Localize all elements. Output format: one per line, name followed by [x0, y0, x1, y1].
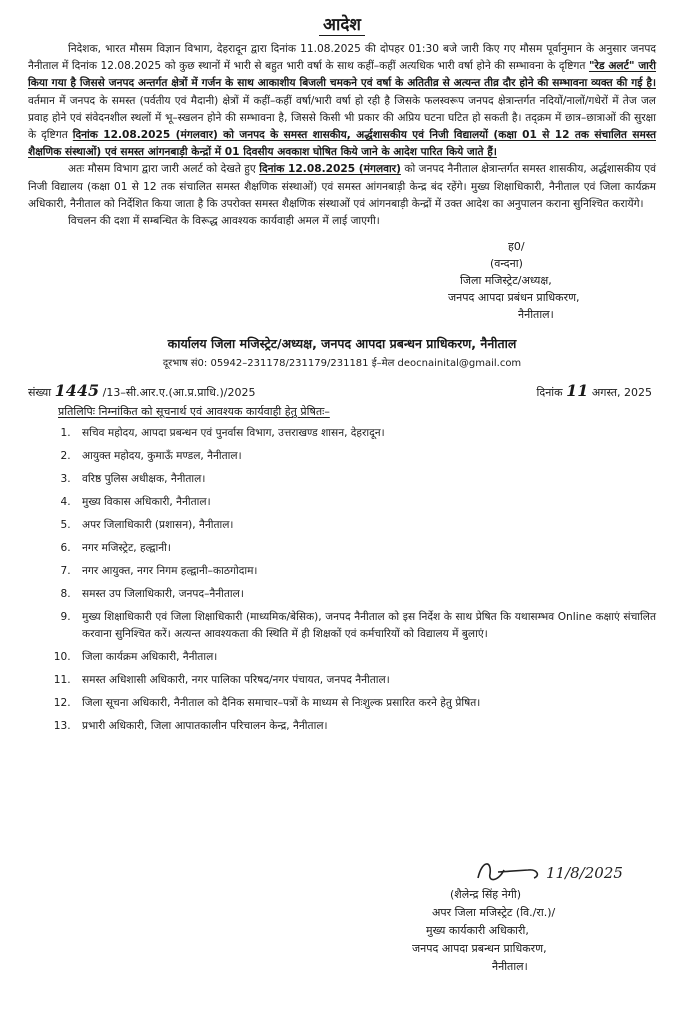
list-item: 3. वरिष्ठ पुलिस अधीक्षक, नैनीताल। — [74, 471, 656, 488]
list-item: 10. जिला कार्यक्रम अधिकारी, नैनीताल। — [74, 649, 656, 666]
handwritten-number: 1445 — [54, 381, 100, 401]
signatory-authority: जनपद आपदा प्रबन्धन प्राधिकरण, — [412, 942, 547, 955]
signatory-place: नैनीताल। — [492, 960, 528, 973]
closure-date-text: दिनांक 12.08.2025 (मंगलवार) — [259, 163, 401, 176]
reference-line — [28, 381, 656, 400]
handwritten-day: 11 — [566, 381, 589, 401]
office-contact: दूरभाष सं0: 05942–231178/231179/231181 ई–मेल deocnainital@gmail.com — [162, 358, 522, 370]
signature-date: 11/8/2025 — [546, 864, 623, 882]
order-paragraph-3: विचलन की दशा में सम्बन्धित के विरूद्ध आवश्यक कार्यवाही अमल में लाई जाएगी। — [68, 215, 380, 228]
list-item: 11. समस्त अधिशासी अधिकारी, नगर पालिका परिषद/नगर पंचायत, जनपद नैनीताल। — [74, 672, 656, 689]
list-item: 1. सचिव महोदय, आपदा प्रबन्धन एवं पुनर्वास विभाग, उत्तराखण्ड शासन, देहरादून। — [74, 425, 656, 442]
list-item: 5. अपर जिलाधिकारी (प्रशासन), नैनीताल। — [74, 517, 656, 534]
signatory-block-2 — [412, 886, 555, 976]
signatory-designation: जिला मजिस्ट्रेट/अध्यक्ष, — [460, 274, 552, 288]
copy-to-heading: प्रतिलिपिः निम्नांकित को सूचनार्थ एवं आवश्यक कार्यवाही हेतु प्रेषितः– — [58, 405, 330, 419]
signatory-role: मुख्य कार्यकारी अधिकारी, — [426, 924, 529, 937]
list-item: 6. नगर मजिस्ट्रेट, हल्द्वानी। — [74, 540, 656, 557]
signed-mark: ह0/ — [508, 240, 525, 254]
reference-date: दिनांक 11 अगस्त, 2025 — [536, 381, 652, 401]
list-item: 2. आयुक्त महोदय, कुमाऊँ मण्डल, नैनीताल। — [74, 448, 656, 465]
office-heading: कार्यालय जिला मजिस्ट्रेट/अध्यक्ष, जनपद आपदा प्रबन्धन प्राधिकरण, नैनीताल — [167, 336, 517, 352]
reference-number: संख्या 1445 /13–सी.आर.ए.(आ.प्र.प्राधि.)/2025 — [28, 381, 256, 401]
signatory-designation: अपर जिला मजिस्ट्रेट (वि./रा.)/ — [432, 906, 556, 919]
list-item: 9. मुख्य शिक्षाधिकारी एवं जिला शिक्षाधिकारी (माध्यमिक/बेसिक), जनपद नैनीताल को इस निर्देश के साथ प्रेषित कि यथासम्भव Online कक्षाएं संचालित करवाना सुनिश्चित करें। अत्यन्त आवश्यकता की स्थिति में ही शिक्षकों एवं कर्मचारियों को विद्यालय में बुलाएं। — [74, 609, 656, 643]
list-item: 13. प्रभारी अधिकारी, जिला आपातकालीन परिचालन केन्द्र, नैनीताल। — [74, 718, 656, 735]
red-alert-text: "रेड अलर्ट" जारी किया गया है जिससे जनपद अन्तर्गत क्षेत्रों में गर्जन के साथ आकाशीय बिजली चमकने एवं वर्षा के अतितीव्र से अत्यन्त तीव्र दौर होने की सम्भावना व्यक्त की गई है। — [28, 60, 657, 90]
signatory-name: (शैलेन्द्र सिंह नेगी) — [450, 888, 522, 901]
signatory-block-1 — [448, 238, 656, 323]
signatory-place: नैनीताल। — [518, 308, 554, 322]
list-item: 4. मुख्य विकास अधिकारी, नैनीताल। — [74, 494, 656, 511]
document-title: आदेश — [28, 12, 656, 35]
list-item: 12. जिला सूचना अधिकारी, नैनीताल को दैनिक समाचार–पत्रों के माध्यम से निःशुल्क प्रसारित करने हेतु प्रेषित। — [74, 695, 656, 712]
signatory-authority: जनपद आपदा प्रबंधन प्राधिकरण, — [448, 291, 580, 305]
order-paragraph-2: अतः मौसम विभाग द्वारा जारी अलर्ट को देखते हुए दिनांक 12.08.2025 (मंगलवार) को जनपद नैनीताल क्षेत्रान्तर्गत समस्त शासकीय, अर्द्धशासकीय एवं निजी विद्यालय (कक्षा 01 से 12 तक संचालित समस्त शैक्षणिक संस्थाओं) एवं समस्त आंगनबाड़ी केन्द्र बंद रहेंगे। मुख्य शिक्षाधिकारी, नैनीताल एवं जिला कार्यक्रम अधिकारी, नैनीताल को निर्देशित किया जाता है कि उपरोक्त समस्त शैक्षणिक संस्थाओं एवं आंगनबाड़ी केन्द्रों में उक्त आदेश का अनुपालन कराना सुनिश्चित करायेंगे। — [28, 163, 657, 210]
order-paragraph-1: निदेशक, भारत मौसम विज्ञान विभाग, देहरादून द्वारा दिनांक 11.08.2025 की दोपहर 01:30 बजे जारी किए गए मौसम पूर्वानुमान के अनुसार जनपद नैनीताल में दिनांक 12.08.2025 को कुछ स्थानों में भारी से बहुत भारी वर्षा के साथ कहीं–कहीं अत्यधिक भारी वर्षा होने की सम्भावना के दृष्टिगत "रेड अलर्ट" जारी किया गया है जिससे जनपद अन्तर्गत क्षेत्रों में गर्जन के साथ आकाशीय बिजली चमकने एवं वर्षा के अतितीव्र से अत्यन्त तीव्र दौर होने की सम्भावना व्यक्त की गई है। वर्तमान में जनपद के समस्त (पर्वतीय एवं मैदानी) क्षेत्रों में कहीं–कहीं वर्षा/भारी वर्षा हो रही है जिसके फलस्वरूप जनपद क्षेत्रान्तर्गत नदियों/नालों/गधेरों में तेज जल प्रवाह होने एवं संवेदनशील स्थलों में भू–स्खलन होने की सम्भावना है, जिससे किसी भी प्रकार की अप्रिय घटना घटित हो सकती है। तद्क्रम में छात्र–छात्राओं की सुरक्षा के दृष्टिगत दिनांक 12.08.2025 (मंगलवार) को जनपद के समस्त शासकीय, अर्द्धशासकीय एवं निजी विद्यालयों (कक्षा 01 से 12 तक संचालित समस्त शैक्षणिक संस्थाओं) एवं समस्त आंगनबाड़ी केन्द्रों में 01 दिवसीय अवकाश घोषित किये जाने के आदेश पारित किये जाते हैं। — [28, 43, 657, 159]
holiday-declaration-text: दिनांक 12.08.2025 (मंगलवार) को जनपद के समस्त शासकीय, अर्द्धशासकीय एवं निजी विद्यालयों (कक्षा 01 से 12 तक संचालित समस्त शैक्षणिक संस्थाओं) एवं समस्त आंगनबाड़ी केन्द्रों में 01 दिवसीय अवकाश घोषित किये जाने के आदेश पारित किये जाते हैं। — [28, 129, 656, 159]
signatory-name: (वन्दना) — [490, 257, 523, 271]
list-item: 7. नगर आयुक्त, नगर निगम हल्द्वानी–काठगोदाम। — [74, 563, 656, 580]
list-item: 8. समस्त उप जिलाधिकारी, जनपद–नैनीताल। — [74, 586, 656, 603]
distribution-list — [28, 425, 656, 735]
